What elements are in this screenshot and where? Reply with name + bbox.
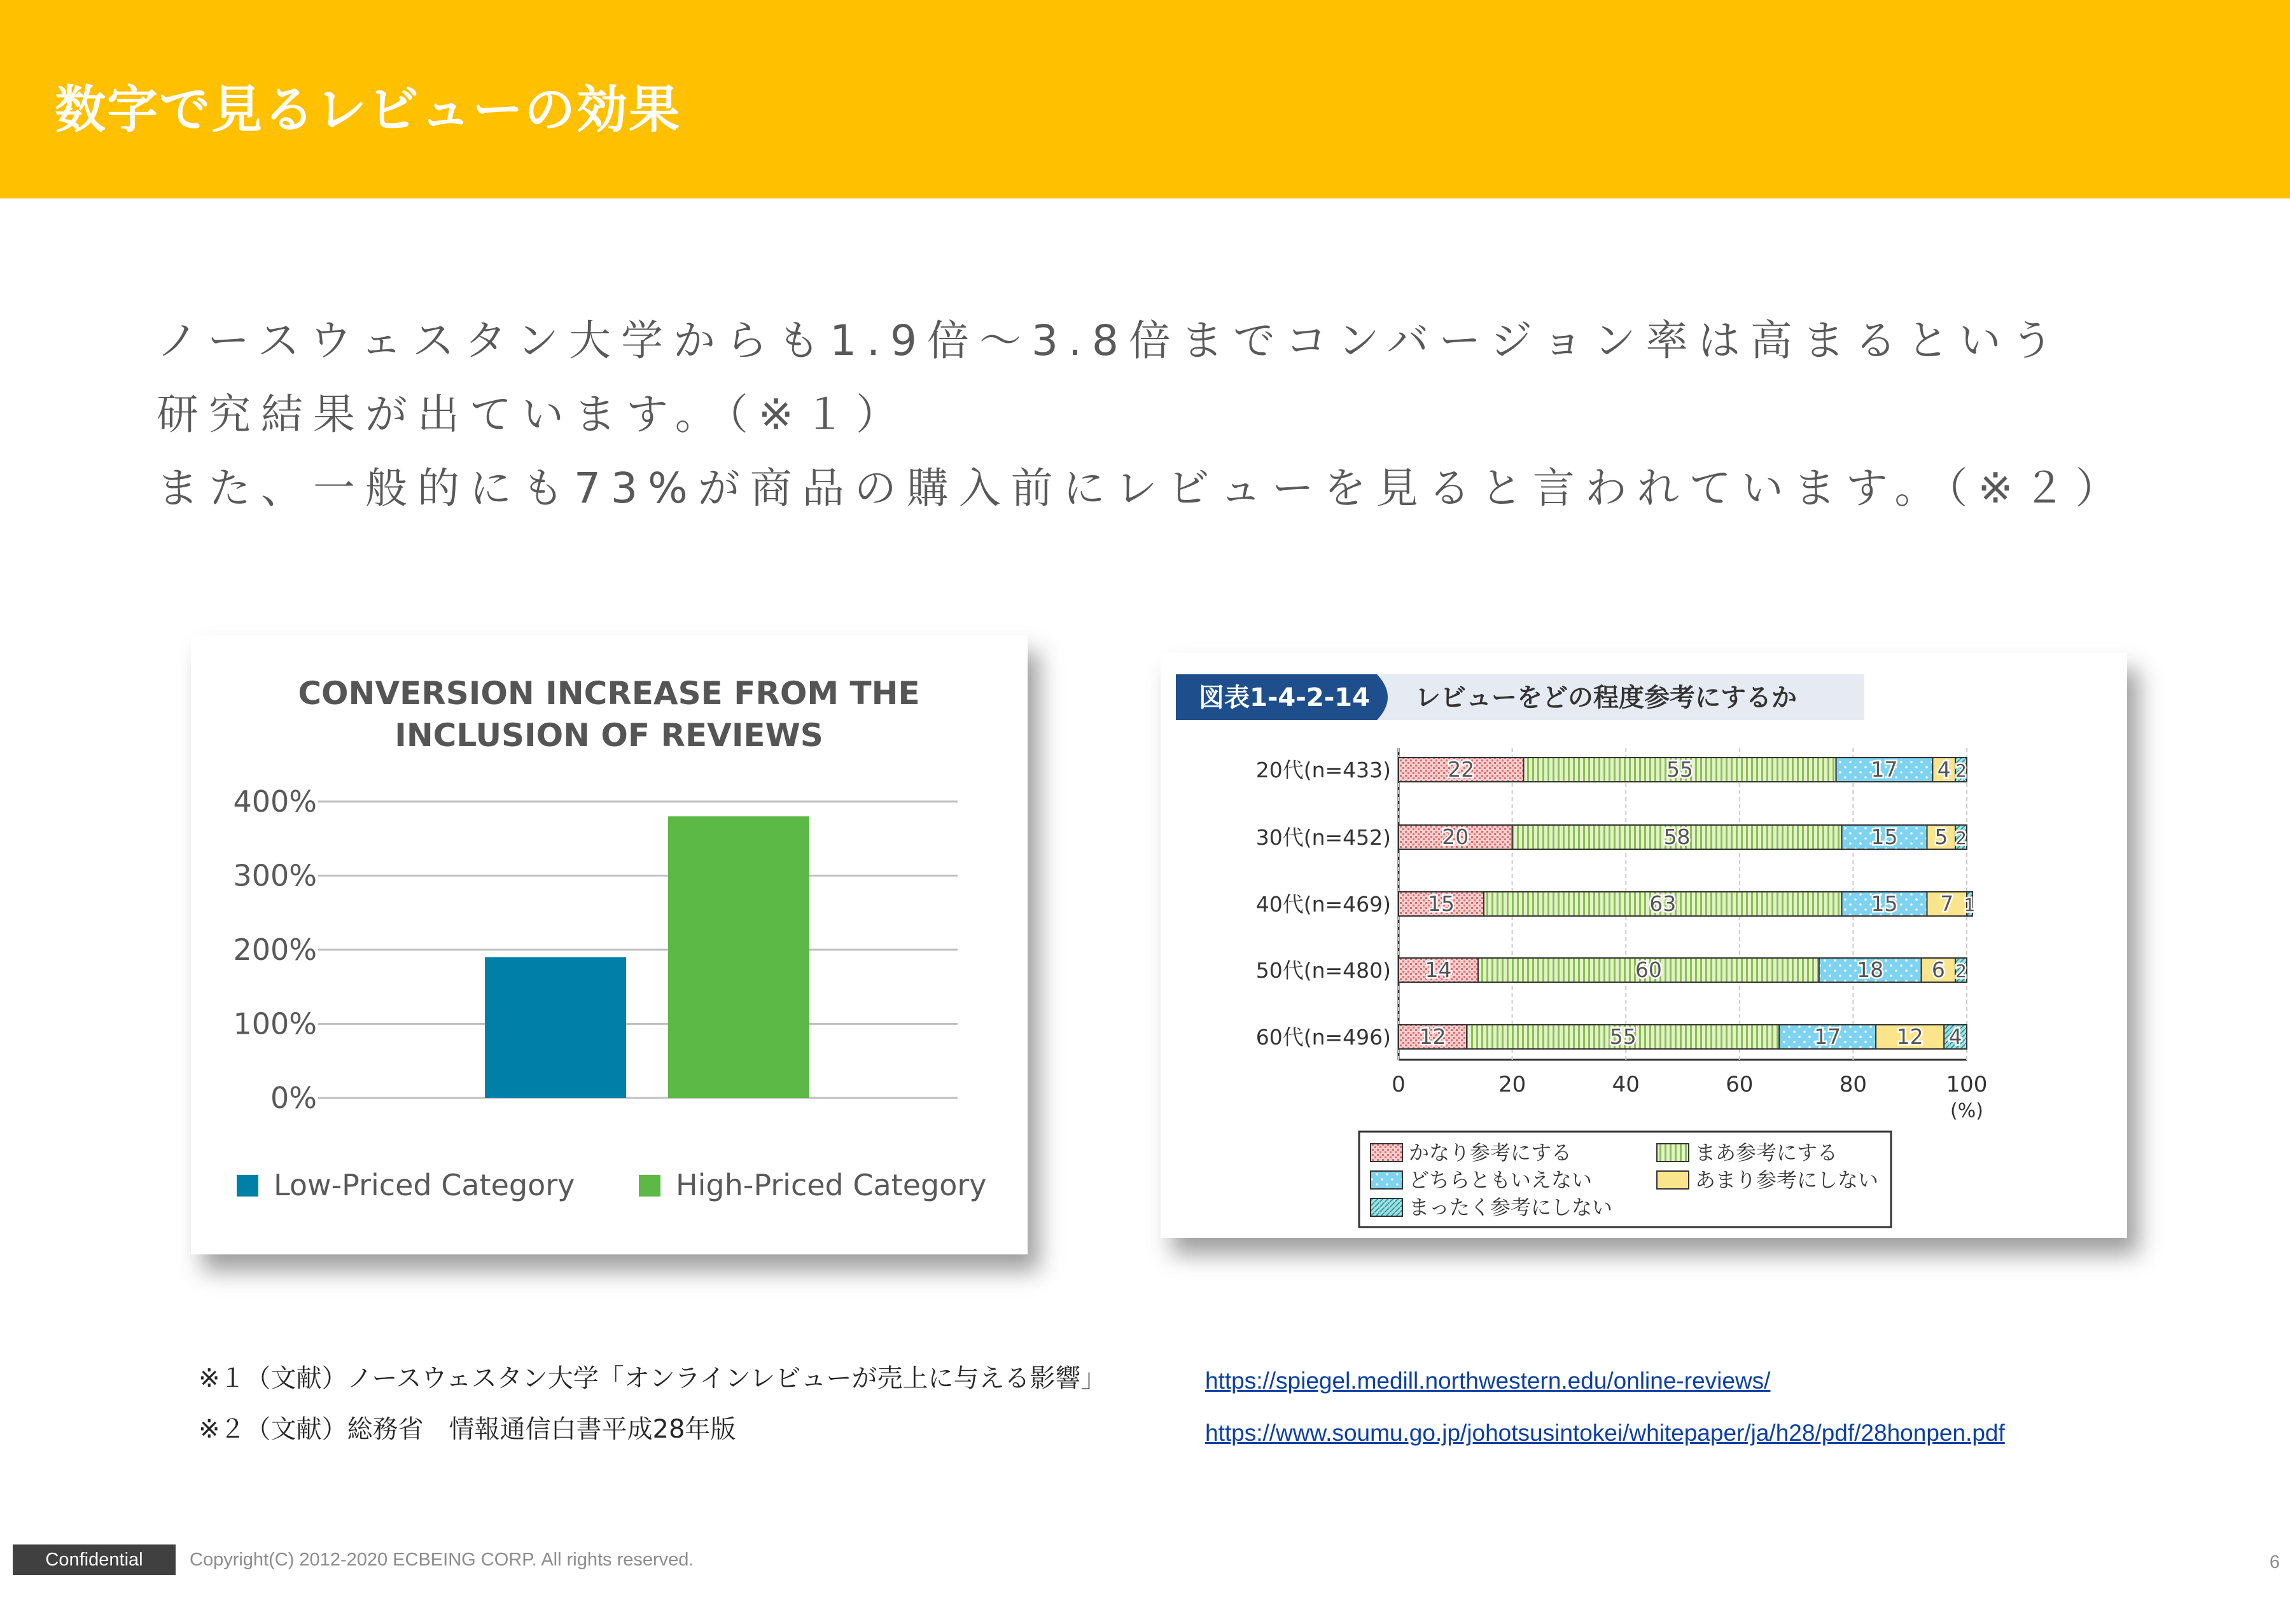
data-label: 2 xyxy=(1955,760,1967,781)
conversion-chart-card xyxy=(191,635,1028,1254)
conversion-chart xyxy=(191,635,1028,1254)
legend-swatch xyxy=(1371,1171,1402,1189)
data-label: 22 xyxy=(1448,757,1475,782)
legend-label: Low-Priced Category xyxy=(274,1168,575,1202)
footnotes xyxy=(199,1353,1107,1455)
category-label: 50代(n=480) xyxy=(1255,958,1391,983)
legend-label: どちらともいえない xyxy=(1409,1168,1593,1192)
source-link-1[interactable]: https://spiegel.medill.northwestern.edu/online-reviews/ xyxy=(1205,1368,1771,1394)
figure-number: 図表1-4-2-14 xyxy=(1199,683,1370,712)
data-label: 7 xyxy=(1940,891,1954,916)
x-tick-label: 100 xyxy=(1946,1072,1988,1097)
source-link-2[interactable]: https://www.soumu.go.jp/johotsusintokei/whitepaper/ja/h28/pdf/28honpen.pdf xyxy=(1205,1420,2005,1446)
legend-label: かなり参考にする xyxy=(1409,1141,1572,1165)
intro-line-3: また、一般的にも73%が商品の購入前にレビューを見ると言われています。（※２） xyxy=(157,464,2128,513)
bar xyxy=(485,957,626,1098)
x-tick-label: 20 xyxy=(1498,1072,1526,1097)
data-label: 12 xyxy=(1896,1024,1923,1049)
y-tick-label: 100% xyxy=(233,1006,317,1041)
legend-swatch xyxy=(1657,1171,1689,1189)
data-label: 60 xyxy=(1635,957,1662,982)
legend-label: あまり参考にしない xyxy=(1695,1168,1879,1192)
data-label: 15 xyxy=(1871,824,1898,849)
y-tick-label: 400% xyxy=(233,784,317,819)
data-label: 55 xyxy=(1609,1024,1637,1049)
legend-swatch xyxy=(237,1175,258,1197)
footnote-2: ※２（文献）総務省 情報通信白書平成28年版 xyxy=(199,1415,736,1444)
header-bar xyxy=(0,0,2290,198)
legend-swatch xyxy=(1657,1144,1689,1162)
intro-line-1: ノースウェスタン大学からも1.9倍～3.8倍までコンバージョン率は高まるという xyxy=(157,316,2063,365)
y-tick-label: 0% xyxy=(270,1081,317,1115)
chart-title-line: CONVERSION INCREASE FROM THE xyxy=(298,675,920,712)
legend-label: まったく参考にしない xyxy=(1409,1195,1613,1219)
data-label: 58 xyxy=(1663,824,1691,849)
category-label: 60代(n=496) xyxy=(1255,1025,1391,1050)
x-unit-label: (%) xyxy=(1950,1100,1983,1122)
legend-swatch xyxy=(1371,1144,1402,1162)
data-label: 6 xyxy=(1931,957,1945,982)
data-label: 55 xyxy=(1666,757,1694,782)
legend-swatch xyxy=(1371,1198,1402,1216)
data-label: 4 xyxy=(1937,757,1951,782)
data-label: 5 xyxy=(1934,824,1948,849)
data-label: 14 xyxy=(1425,957,1452,982)
x-tick-label: 40 xyxy=(1612,1072,1640,1097)
intro-text xyxy=(157,304,2161,525)
data-label: 12 xyxy=(1419,1024,1446,1049)
category-label: 30代(n=452) xyxy=(1255,825,1391,850)
category-label: 40代(n=469) xyxy=(1255,892,1391,917)
page-number: 6 xyxy=(2269,1552,2280,1572)
footnote-1: ※１（文献）ノースウェスタン大学「オンラインレビューが売上に与える影響」 xyxy=(199,1364,1107,1393)
copyright-text: Copyright(C) 2012-2020 ECBEING CORP. All rights reserved. xyxy=(190,1550,694,1570)
data-label: 15 xyxy=(1427,891,1455,916)
page-title: 数字で見るレビューの効果 xyxy=(55,80,681,139)
y-tick-label: 300% xyxy=(233,858,317,893)
category-label: 20代(n=433) xyxy=(1255,758,1391,782)
legend-label: まあ参考にする xyxy=(1695,1141,1838,1165)
data-label: 4 xyxy=(1948,1024,1962,1049)
data-label: 17 xyxy=(1871,757,1898,782)
data-label: 63 xyxy=(1649,891,1677,916)
legend-swatch xyxy=(639,1175,660,1197)
chart-title: レビューをどの程度参考にするか xyxy=(1415,683,1797,712)
data-label: 1 xyxy=(1964,894,1976,915)
x-tick-label: 0 xyxy=(1392,1072,1406,1097)
data-label: 20 xyxy=(1442,824,1469,849)
review-reference-chart-card xyxy=(1161,653,2127,1238)
x-tick-label: 80 xyxy=(1839,1072,1868,1097)
source-links xyxy=(1205,1355,2005,1459)
intro-line-2: 研究結果が出ています。（※１） xyxy=(157,390,909,439)
confidential-badge: Confidential xyxy=(13,1544,176,1575)
x-tick-label: 60 xyxy=(1726,1072,1754,1097)
review-reference-chart xyxy=(1161,653,2127,1238)
data-label: 17 xyxy=(1814,1024,1841,1049)
data-label: 2 xyxy=(1955,828,1967,849)
data-label: 18 xyxy=(1857,957,1884,982)
bar xyxy=(668,816,809,1098)
chart-title-line: INCLUSION OF REVIEWS xyxy=(394,717,823,754)
data-label: 15 xyxy=(1871,891,1898,916)
legend-label: High-Priced Category xyxy=(676,1168,987,1202)
data-label: 2 xyxy=(1955,961,1967,982)
y-tick-label: 200% xyxy=(233,933,317,967)
